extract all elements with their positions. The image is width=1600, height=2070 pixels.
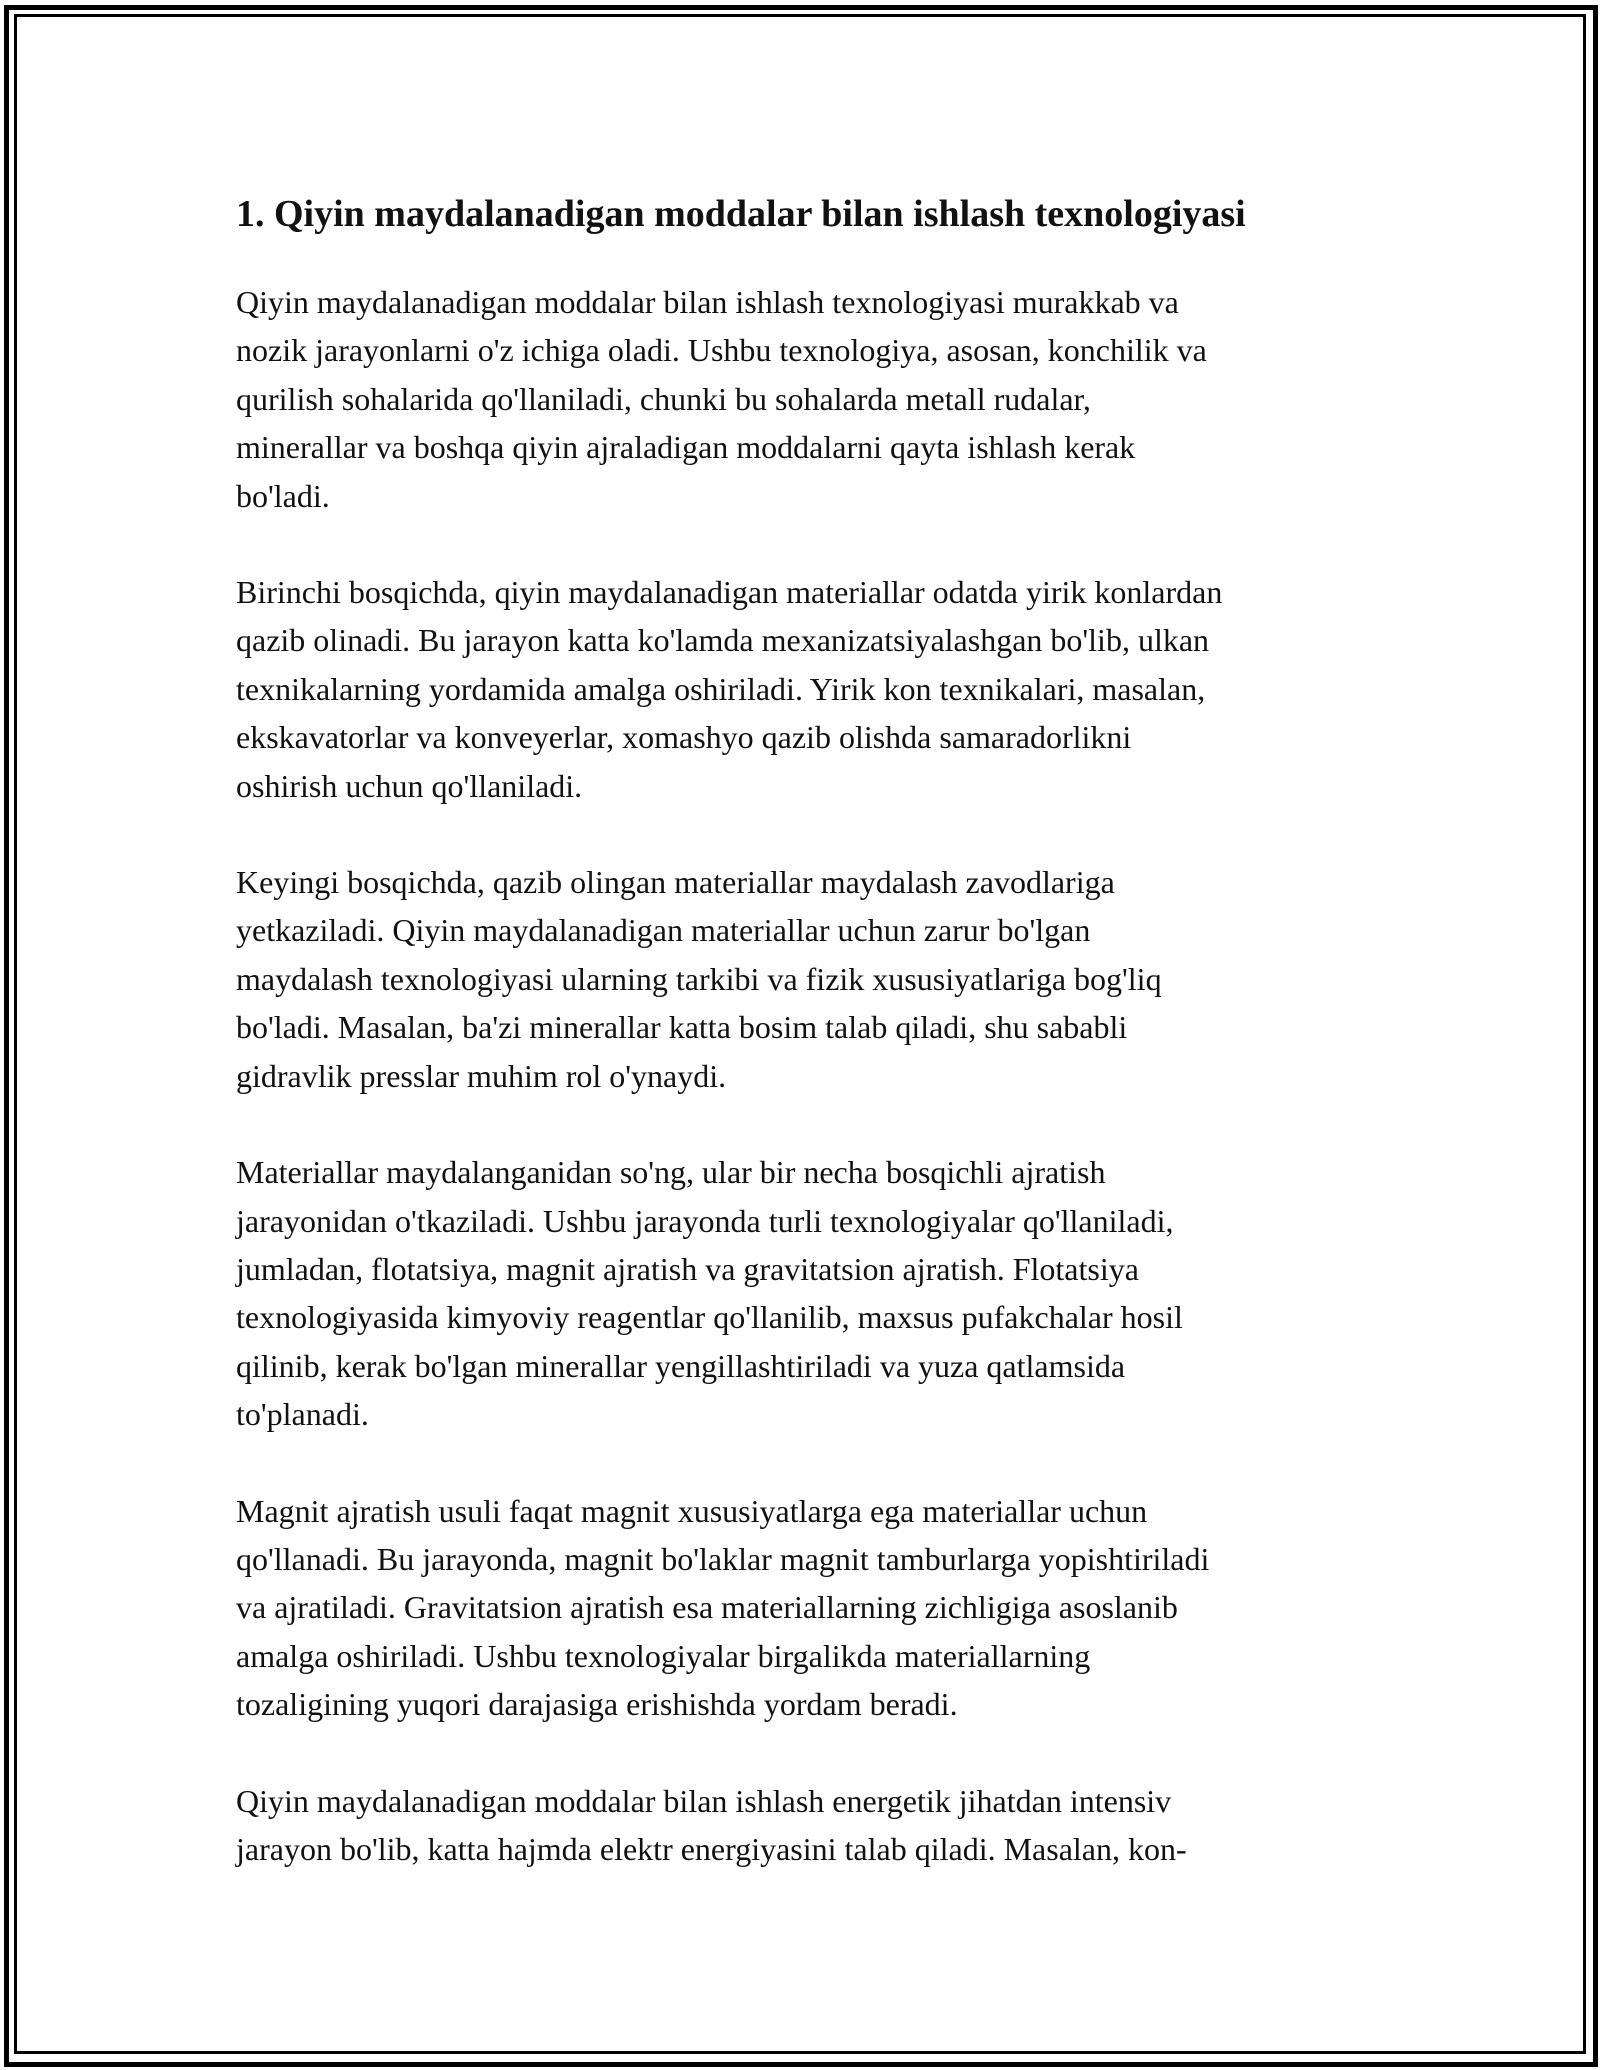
text-line: Qiyin maydalanadigan moddalar bilan ishlash texnologiyasi murakkab va xyxy=(236,284,1179,320)
text-line: va ajratiladi. Gravitatsion ajratish esa materiallarning zichligiga asoslanib xyxy=(236,1589,1178,1626)
text-line: qurilish sohalarida qo'llaniladi, chunki bu sohalarda metall rudalar, xyxy=(236,380,1091,417)
paragraph-6 xyxy=(236,1777,1386,1874)
text-line: amalga oshiriladi. Ushbu texnologiyalar birgalikda materiallarning xyxy=(236,1637,1091,1674)
text-line: gidravlik presslar muhim rol o'ynaydi. xyxy=(236,1057,727,1094)
text-line: Birinchi bosqichda, qiyin maydalanadigan materiallar odatda yirik konlardan xyxy=(236,574,1223,611)
text-line: qilinib, kerak bo'lgan minerallar yengillashtiriladi va yuza qatlamsida xyxy=(236,1347,1126,1384)
text-line: texnologiyasida kimyoviy reagentlar qo'llanilib, maxsus pufakchalar hosil xyxy=(236,1299,1183,1336)
text-line: jarayonidan o'tkaziladi. Ushbu jarayonda turli texnologiyalar qo'llaniladi, xyxy=(236,1202,1174,1239)
text-line: Materiallar maydalanganidan so'ng, ular bir necha bosqichli ajratish xyxy=(236,1154,1106,1191)
paragraph-4 xyxy=(236,1148,1386,1438)
text-line: minerallar va boshqa qiyin ajraladigan moddalarni qayta ishlash kerak xyxy=(236,429,1136,466)
document-body xyxy=(236,184,1386,1921)
text-line: yetkaziladi. Qiyin maydalanadigan materiallar uchun zarur bo'lgan xyxy=(236,912,1091,949)
text-line: Magnit ajratish usuli faqat magnit xususiyatlarga ega materiallar uchun xyxy=(236,1492,1148,1529)
text-line: Keyingi bosqichda, qazib olingan materiallar maydalash zavodlariga xyxy=(236,864,1115,901)
text-line: nozik jarayonlarni o'z ichiga oladi. Ushbu texnologiya, asosan, konchilik va xyxy=(236,332,1207,369)
text-line: qazib olinadi. Bu jarayon katta ko'lamda mexanizatsiyalashgan bo'lib, ulkan xyxy=(236,622,1210,659)
text-line: jumladan, flotatsiya, magnit ajratish va gravitatsion ajratish. Flotatsiya xyxy=(236,1250,1139,1287)
text-line: to'planadi. xyxy=(236,1396,369,1433)
text-line: tozaligining yuqori darajasiga erishishda yordam beradi. xyxy=(236,1686,958,1723)
page-title: 1. Qiyin maydalanadigan moddalar bilan ishlash texnologiyasi xyxy=(236,193,1246,235)
text-line: texnikalarning yordamida amalga oshiriladi. Yirik kon texnikalari, masalan, xyxy=(236,670,1206,707)
text-line: Qiyin maydalanadigan moddalar bilan ishlash energetik jihatdan intensiv xyxy=(236,1782,1172,1819)
text-line: jarayon bo'lib, katta hajmda elektr energiyasini talab qiladi. Masalan, kon- xyxy=(236,1830,1187,1867)
text-line: oshirish uchun qo'llaniladi. xyxy=(236,767,583,804)
paragraph-5 xyxy=(236,1487,1386,1729)
paragraph-2 xyxy=(236,568,1386,810)
text-line: bo'ladi. xyxy=(236,477,330,514)
text-line: bo'ladi. Masalan, ba'zi minerallar katta bosim talab qiladi, shu sababli xyxy=(236,1009,1128,1046)
text-line: maydalash texnologiyasi ularning tarkibi va fizik xususiyatlariga bog'liq xyxy=(236,960,1162,997)
text-line: ekskavatorlar va konveyerlar, xomashyo qazib olishda samaradorlikni xyxy=(236,719,1132,756)
text-line: qo'llanadi. Bu jarayonda, magnit bo'laklar magnit tamburlarga yopishtiriladi xyxy=(236,1540,1210,1577)
paragraph-3 xyxy=(236,858,1386,1100)
paragraph-1 xyxy=(236,278,1386,520)
